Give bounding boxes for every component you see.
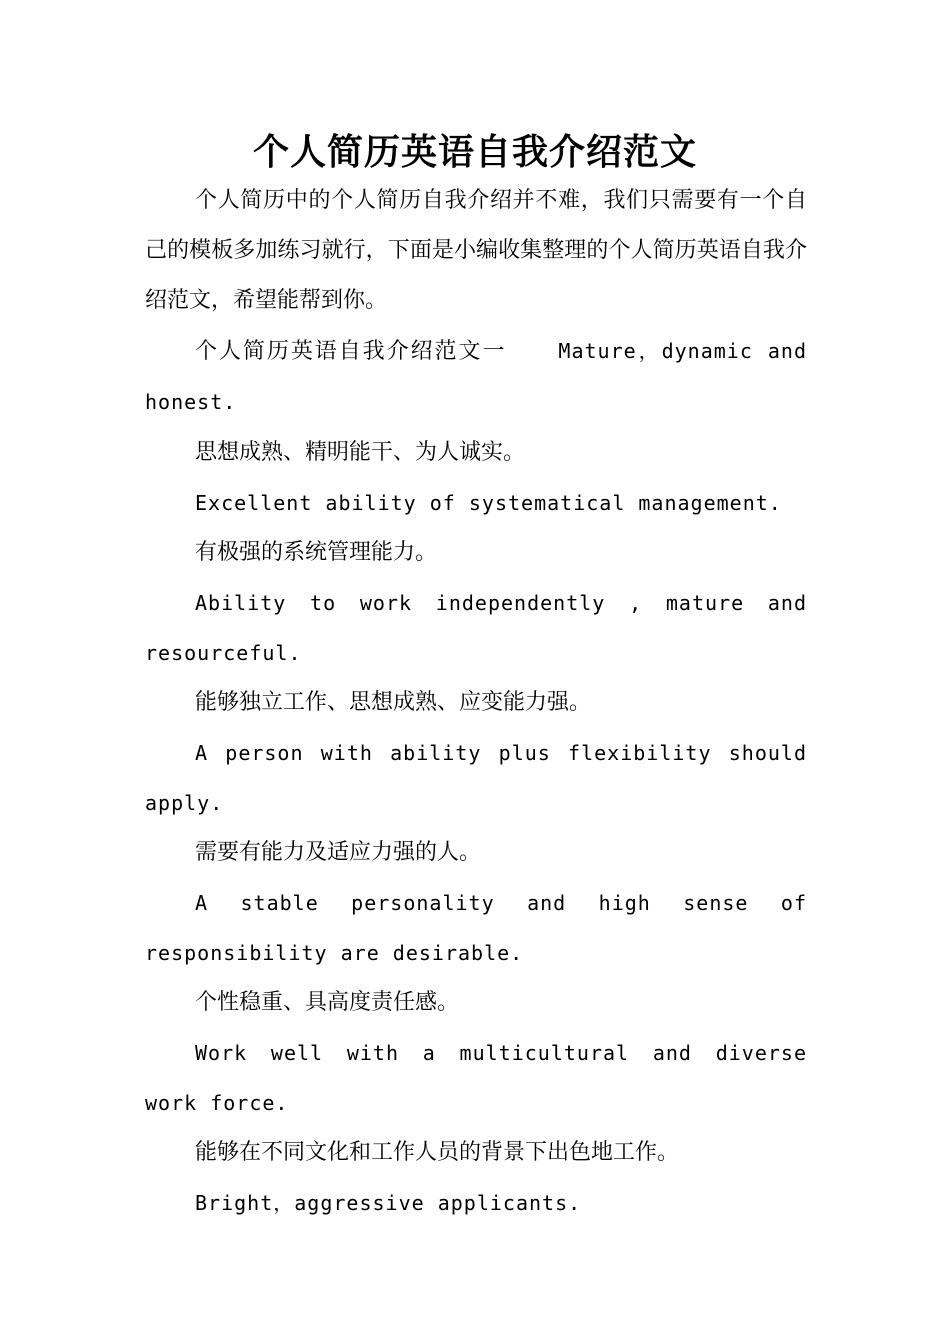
zh-line-4: 需要有能力及适应力强的人。 xyxy=(195,840,482,865)
en-line-4: A stable personality and high sense of responsibility are desirable. xyxy=(145,891,807,965)
section-heading: 个人简历英语自我介绍范文一 xyxy=(195,339,507,364)
en-line-6: Bright，aggressive applicants. xyxy=(195,1191,582,1215)
document-title: 个人简历英语自我介绍范文 xyxy=(252,131,697,173)
intro-paragraph: 个人简历中的个人简历自我介绍并不难，我们只需要有一个自己的模板多加练习就行，下面是小编收集整理的个人简历英语自我介绍范文，希望能帮到你。 xyxy=(145,188,807,313)
zh-line-3: 能够独立工作、思想成熟、应变能力强。 xyxy=(195,690,592,715)
en-line-3: A person with ability plus flexibility should apply. xyxy=(145,741,807,815)
en-line-5: Work well with a multicultural and diverse work force. xyxy=(145,1041,807,1115)
document-body xyxy=(145,176,807,1228)
zh-line-2: 有极强的系统管理能力。 xyxy=(195,540,438,565)
first-english-line: Mature，dynamic and honest. xyxy=(145,339,807,414)
zh-line-1: 思想成熟、精明能干、为人诚实。 xyxy=(195,440,526,465)
en-line-1: Excellent ability of systematical management. xyxy=(195,491,782,515)
zh-line-6: 能够在不同文化和工作人员的背景下出色地工作。 xyxy=(195,1140,680,1165)
en-line-2: Ability to work independently , mature and resourceful. xyxy=(145,591,807,665)
section-first-line xyxy=(145,326,807,428)
zh-line-5: 个性稳重、具高度责任感。 xyxy=(195,990,460,1015)
